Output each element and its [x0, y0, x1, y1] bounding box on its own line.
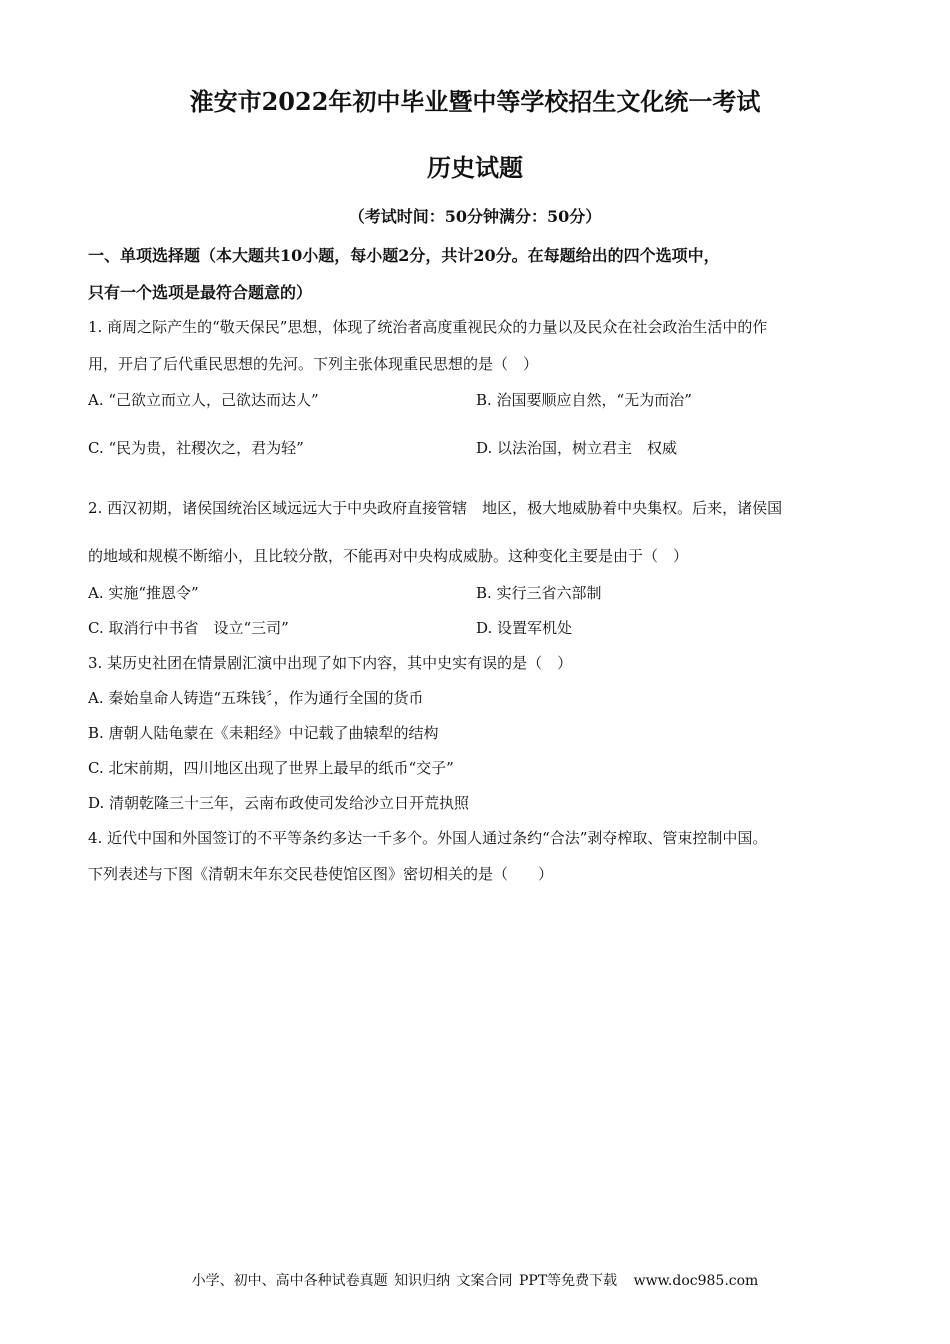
- q3-option-c: C. 北宋前期，四川地区出现了世界上最早的纸币“交子”: [88, 759, 454, 777]
- q1-stem-line2: 用，开启了后代重民思想的先河。下列主张体现重民思想的是（ ）: [88, 355, 539, 373]
- q3-option-a: A. 秦始皇命人铸造“五珠钱〞，作为通行全国的货币: [88, 689, 424, 707]
- exam-info: （考试时间：50分钟满分：50分）: [348, 207, 602, 226]
- q1-stem-line1: 1. 商周之际产生的“敬天保民”思想，体现了统治者高度重视民众的力量以及民众在社会政治生活中的作: [88, 318, 768, 336]
- footer-url[interactable]: www.doc985.com: [633, 1273, 759, 1289]
- q3-stem: 3. 某历史社团在情景剧汇演中出现了如下内容，其中史实有误的是（ ）: [88, 654, 573, 672]
- section-heading-line2: 只有一个选项是最符合题意的）: [88, 283, 313, 302]
- q2-option-b: B. 实行三省六部制: [476, 584, 602, 602]
- footer-text: 小学、初中、高中各种试卷真题 知识归纳 文案合同 PPT等免费下载: [191, 1273, 618, 1289]
- q2-stem-line1: 2. 西汉初期，诸侯国统治区域远远大于中央政府直接管辖 地区，极大地威胁着中央集权。后来，诸侯国: [88, 499, 783, 517]
- q2-option-c: C. 取消行中书省 设立“三司”: [88, 619, 289, 637]
- exam-title: 淮安市2022年初中毕业暨中等学校招生文化统一考试: [189, 87, 761, 116]
- q3-option-b: B. 唐朝人陆龟蒙在《耒耜经》中记载了曲辕犁的结构: [88, 724, 439, 742]
- q4-stem-line2: 下列表述与下图《清朝末年东交民巷使馆区图》密切相关的是（ ）: [88, 865, 554, 883]
- subject-title: 历史试题: [427, 153, 523, 182]
- q2-option-a: A. 实施“推恩令”: [88, 584, 199, 602]
- q2-stem-line2: 的地域和规模不断缩小，且比较分散，不能再对中央构成威胁。这种变化主要是由于（ ）: [88, 547, 689, 565]
- q1-option-b: B. 治国要顺应自然，“无为而治”: [476, 391, 692, 409]
- q3-option-d: D. 清朝乾隆三十三年，云南布政使司发给沙立日开荒执照: [88, 794, 470, 812]
- q4-stem-line1: 4. 近代中国和外国签订的不平等条约多达一千多个。外国人通过条约“合法”剥夺榨取、管束控制中国。: [88, 829, 768, 847]
- page-footer: [0, 1270, 950, 1290]
- q1-option-a: A. “己欲立而立人，己欲达而达人”: [88, 391, 319, 409]
- section-heading-line1: 一、单项选择题（本大题共10小题，每小题2分，共计20分。在每题给出的四个选项中，: [88, 246, 720, 265]
- q1-option-d: D. 以法治国，树立君主 权威: [476, 439, 678, 457]
- q2-option-d: D. 设置军机处: [476, 619, 573, 637]
- q1-option-c: C. “民为贵，社稷次之，君为轻”: [88, 439, 304, 457]
